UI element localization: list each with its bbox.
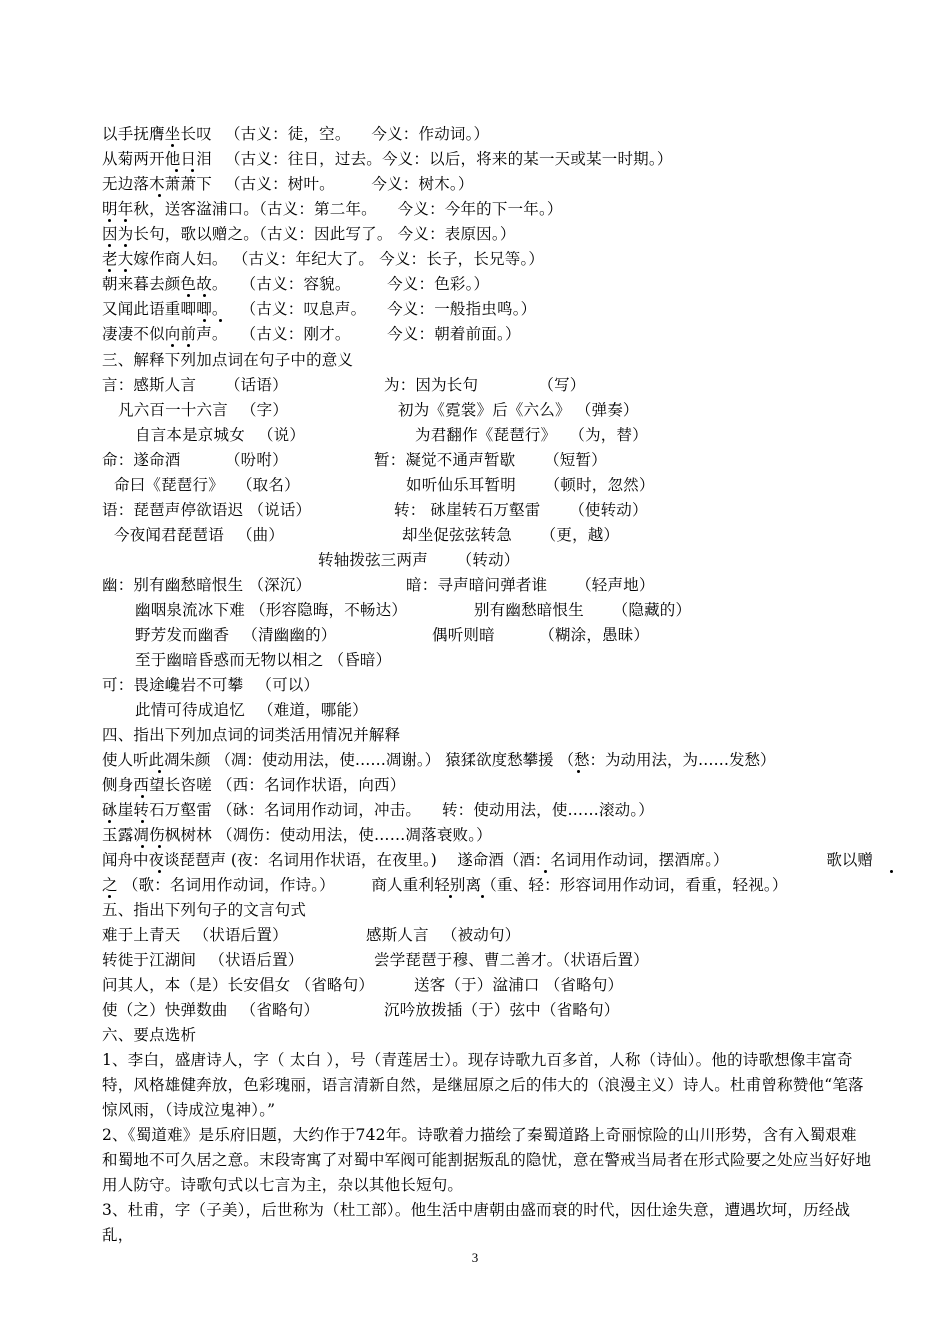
analysis-paragraph: 1、李白，盛唐诗人，字（ 太白 ），号（青莲居士）。现存诗歌九百多首，人称（诗仙）。他的诗歌想像丰富奇特，风格雄健奔放，色彩瑰丽，语言清新自然，是继屈原之后的伟大的（浪漫主义）诗人。杜甫曾称赞他“笔落惊风雨，（诗成泣鬼神）。” xyxy=(102,1051,864,1119)
sentence-pattern-item: 难于上青天 （状语后置） xyxy=(102,926,288,944)
definition-item: 初为《霓裳》后《六么》 （弹奏） xyxy=(398,401,639,419)
emphasis-dot xyxy=(141,820,144,823)
emphasis-dot xyxy=(175,169,178,172)
sentence-pattern-item: 使（之）快弹数曲 （省略句） xyxy=(102,1001,320,1019)
emphasis-dot xyxy=(141,845,144,848)
text-line: 使人听此凋朱颜 （凋：使动用法，使……凋谢。） 猿猱欲度愁攀援 （愁：为动用法，为……发愁） xyxy=(102,751,776,769)
emphasis-dot xyxy=(171,344,174,347)
text-line: 以手抚膺坐长叹 （古义：徒，空。 今义：作动词。） xyxy=(102,125,490,143)
definition-item: 为君翻作《琵琶行》 （为，替） xyxy=(415,426,648,444)
text-line: 闻舟中夜谈琵琶声 (夜：名词用作状语，在夜里。) 遂命酒（酒：名词用作动词，摆酒席。） 歌以赠 xyxy=(102,851,873,869)
page-number: 3 xyxy=(471,1250,479,1265)
text-line: 之 （歌：名词用作动词，作诗。） 商人重利轻别离（重、轻：形容词用作动词，看重，轻视。） xyxy=(102,876,788,894)
definition-item: 此情可待成追忆 （难道，哪能） xyxy=(135,701,368,719)
emphasis-dot xyxy=(158,845,161,848)
definition-item: 幽咽泉流冰下难 （形容隐晦，不畅达） xyxy=(135,601,408,619)
sentence-pattern-item: 沉吟放拨插（于）弦中（省略句） xyxy=(384,1001,620,1019)
definition-item: 野芳发而幽香 （清幽幽的） xyxy=(135,626,337,644)
definition-item: 命曰《琵琶行》 （取名） xyxy=(114,476,300,494)
definition-item: 今夜闻君琵琶语 （曲） xyxy=(114,526,285,544)
section-heading: 三、解释下列加点词在句子中的意义 xyxy=(102,351,354,369)
analysis-paragraph: 3、杜甫，字（子美），后世称为（杜工部）。他生活中唐朝由盛而衰的时代，因仕途失意，遭遇坎坷，历经战乱， xyxy=(102,1201,851,1244)
emphasis-dot xyxy=(108,820,111,823)
definition-item: 为：因为长句 （写） xyxy=(384,376,586,394)
section-heading: 四、指出下列加点词的词类活用情况并解释 xyxy=(102,726,401,744)
text-line: 凄凄不似向前声。 （古义：刚才。 今义：朝着前面。） xyxy=(102,325,521,343)
definition-item: 凡六百一十六言 （字） xyxy=(118,401,289,419)
emphasis-dot xyxy=(108,269,111,272)
emphasis-dot xyxy=(171,144,174,147)
definition-item: 可：畏途巉岩不可攀 （可以） xyxy=(102,676,320,694)
text-line: 老大嫁作商人妇。 （古义：年纪大了。 今义：长子，长兄等。） xyxy=(102,250,545,268)
emphasis-dot xyxy=(124,269,127,272)
definition-item: 至于幽暗昏惑而无物以相之 （昏暗） xyxy=(135,651,392,669)
emphasis-dot xyxy=(890,870,893,873)
definition-item: 却坐促弦弦转急 （更，越） xyxy=(402,526,620,544)
text-line: 又闻此语重唧唧。 （古义：叹息声。 今义：一般指虫鸣。） xyxy=(102,300,537,318)
definition-item: 如听仙乐耳暂明 （顿时，忽然） xyxy=(406,476,655,494)
section-heading: 六、要点选析 xyxy=(102,1026,197,1044)
emphasis-dot xyxy=(191,169,194,172)
text-line: 因为长句，歌以赠之。（古义：因此写了。 今义：表原因。） xyxy=(102,225,516,243)
definition-item: 幽：别有幽愁暗恨生 （深沉） xyxy=(102,576,312,594)
emphasis-dot xyxy=(158,194,161,197)
emphasis-dot xyxy=(108,244,111,247)
sentence-pattern-item: 转徙于江湖间 （状语后置） xyxy=(102,951,304,969)
section-heading: 五、指出下列句子的文言句式 xyxy=(102,901,307,919)
sentence-pattern-item: 问其人，本（是）长安倡女 （省略句） xyxy=(102,976,375,994)
emphasis-dot xyxy=(449,895,452,898)
emphasis-dot xyxy=(203,294,206,297)
sentence-pattern-item: 尝学琵琶于穆、曹二善才。（状语后置） xyxy=(374,951,649,969)
emphasis-dot xyxy=(158,870,161,873)
definition-item: 暗：寻声暗问弹者谁 （轻声地） xyxy=(406,576,655,594)
definition-item: 偶听则暗 （糊涂，愚昧） xyxy=(432,626,650,644)
emphasis-dot xyxy=(481,895,484,898)
analysis-paragraph: 2、《蜀道难》是乐府旧题，大约作于742年。诗歌着力描绘了秦蜀道路上奇丽惊险的山川形势，含有入蜀艰难和蜀地不可久居之意。末段寄寓了对蜀中军阀可能割据叛乱的隐忧，意在警戒当局者在形式险要之处应当好好地用人防守。诗歌句式以七言为主，杂以其他长短句。 xyxy=(102,1126,872,1194)
definition-item: 别有幽愁暗恨生 （隐藏的） xyxy=(474,601,692,619)
definition-item: 命：遂命酒 （吩咐） xyxy=(102,451,288,469)
text-line: 朝来暮去颜色故。 （古义：容貌。 今义：色彩。） xyxy=(102,275,490,293)
text-line: 从菊两开他日泪 （古义：往日，过去。今义：以后，将来的某一天或某一时期。） xyxy=(102,150,673,168)
emphasis-dot xyxy=(108,219,111,222)
emphasis-dot xyxy=(158,770,161,773)
emphasis-dot xyxy=(577,770,580,773)
emphasis-dot xyxy=(141,795,144,798)
definition-item: 自言本是京城女 （说） xyxy=(135,426,306,444)
text-line: 无边落木萧萧下 （古义：树叶。 今义：树木。） xyxy=(102,175,474,193)
definition-item: 暂：凝觉不通声暂歇 （短暂） xyxy=(374,451,607,469)
definition-item: 转轴拨弦三两声 （转动） xyxy=(318,551,520,569)
definition-item: 转： 砯崖转石万壑雷 （使转动） xyxy=(394,501,648,519)
text-line: 侧身西望长咨嗟 （西：名词作状语，向西） xyxy=(102,776,406,794)
definition-item: 言：感斯人言 （话语） xyxy=(102,376,288,394)
definition-item: 语：琵琶声停欲语迟 （说话） xyxy=(102,501,312,519)
emphasis-dot xyxy=(124,219,127,222)
sentence-pattern-item: 感斯人言 （被动句） xyxy=(366,926,521,944)
emphasis-dot xyxy=(187,344,190,347)
text-line: 玉露凋伤枫树林 （凋伤：使动用法，使……凋落衰败。） xyxy=(102,826,492,844)
emphasis-dot xyxy=(544,870,547,873)
emphasis-dot xyxy=(219,319,222,322)
text-line: 砯崖转石万壑雷 （砯：名词用作动词，冲击。 转：使动用法，使……滚动。） xyxy=(102,801,655,819)
text-line: 明年秋，送客湓浦口。（古义：第二年。 今义：今年的下一年。） xyxy=(102,200,563,218)
emphasis-dot xyxy=(203,319,206,322)
emphasis-dot xyxy=(108,895,111,898)
emphasis-dot xyxy=(124,244,127,247)
emphasis-dot xyxy=(187,294,190,297)
sentence-pattern-item: 送客（于）湓浦口 （省略句） xyxy=(414,976,624,994)
